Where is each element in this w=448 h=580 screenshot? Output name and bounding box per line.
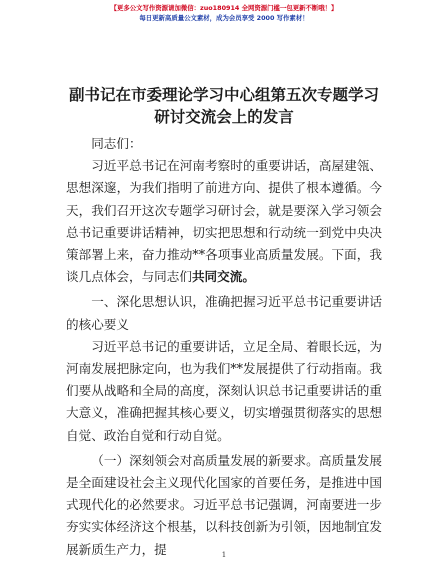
section-heading-1: 一、深化思想认识，准确把握习近平总书记重要讲话的核心要义: [66, 294, 382, 332]
paragraph-intro: [66, 155, 382, 288]
document-body: [66, 133, 382, 561]
document-title: [40, 84, 408, 128]
salutation: 同志们：: [91, 136, 142, 151]
paragraph-intro-bold: 共同交流。: [191, 269, 255, 285]
promo-line-red[interactable]: 【更多公文写作资源请加微信：zuo180914 全网资源门槛一包更新不断哦！】: [110, 4, 338, 12]
paragraph-section-1: 习近平总书记的重要讲话，立足全局、着眼长远，为河南发展把脉定向，也为我们**发展提供了行动指南。我们要从战略和全局的高度，深刻认识总书记重要讲话的重大意义，准确把握其核心要义，切实增强贯彻落实的思想自觉、政治自觉和行动自觉。: [66, 338, 382, 443]
promo-line-blue[interactable]: 每日更新高质量公文素材，成为会员享受 2000 写作素材！: [139, 14, 309, 22]
page-number: 1: [221, 551, 227, 559]
paragraph-subsection-1: （一）深刻领会对高质量发展的新要求。高质量发展是全面建设社会主义现代化国家的首要任务，是推进中国式现代化的必然要求。习近平总书记强调，河南要进一步夯实实体经济这个根基，以科技创新为引领，因地制宜发展新质生产力，提: [66, 452, 382, 557]
promo-banner: [0, 4, 448, 23]
title-line-2: 研讨交流会上的发言: [154, 108, 294, 126]
title-line-1: 副书记在市委理论学习中心组第五次专题学习: [68, 86, 379, 104]
paragraph-intro-text: 习近平总书记在河南考察时的重要讲话，高屋建瓴、思想深邃，为我们指明了前进方向、提供了根本遵循。今天，我们召开这次专题学习研讨会，就是要深入学习领会总书记重要讲话精神，切实把思想和行动统一到党中央决策部署上来，奋力推动**各项事业高质量发展。下面，我谈几点体会，与同志们: [66, 158, 382, 285]
